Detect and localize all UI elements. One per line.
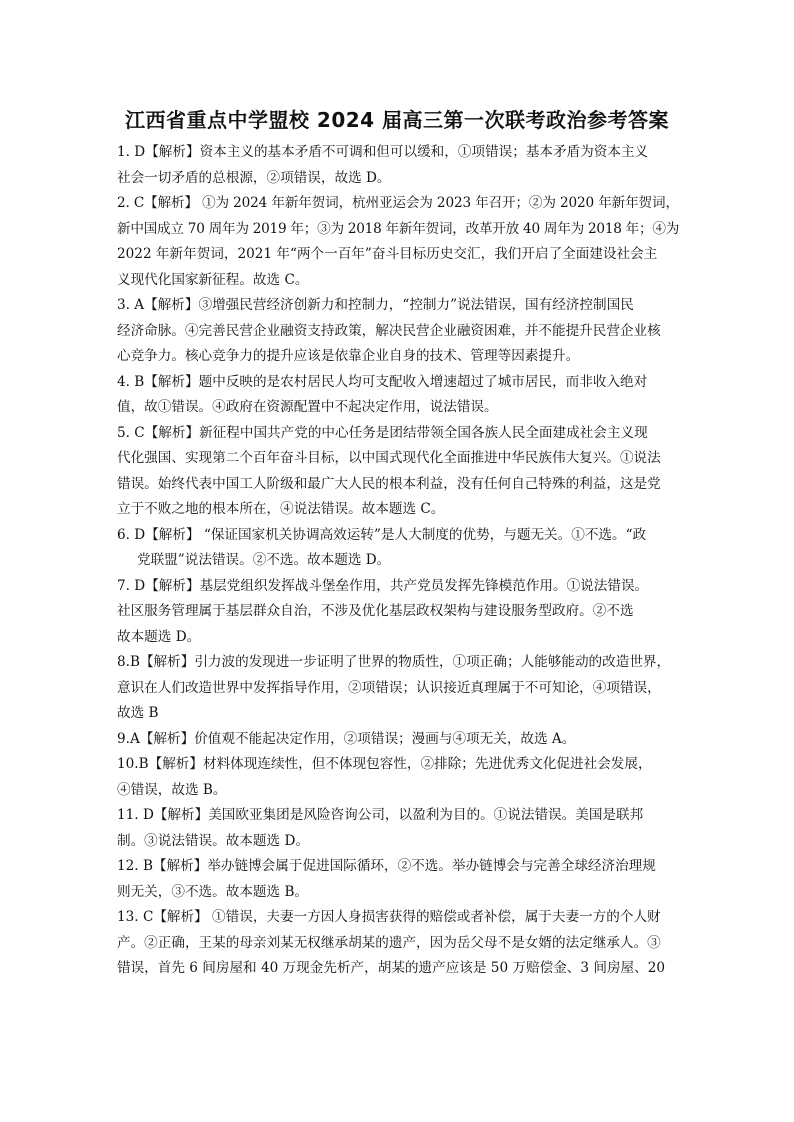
answer-line: 错误。始终代表中国工人阶级和最广大人民的根本利益，没有任何自己特殊的利益，这是党 [117, 475, 661, 492]
answer-item-12 [117, 854, 682, 905]
answer-line: 代化强国、实现第二个百年奋斗目标，以中国式现代化全面推进中华民族伟大复兴。①说法 [117, 450, 661, 466]
answer-line: 心竞争力。核心竞争力的提升应该是依靠企业自身的技术、管理等因素提升。 [117, 348, 580, 364]
answer-line: 7. D【解析】基层党组织发挥战斗堡垒作用，共产党员发挥先锋模范作用。①说法错误。 [117, 577, 649, 594]
answer-line: 2022 年新年贺词，2021 年“两个一百年”奋斗目标历史交汇，我们开启了全面建设社会主 [117, 246, 658, 262]
answer-line: 3. A【解析】③增强民营经济创新力和控制力，“控制力”说法错误，国有经济控制国民 [117, 297, 634, 313]
answer-item-7 [117, 574, 682, 651]
answer-line: 6. D【解析】 “保证国家机关协调高效运转”是人大制度的优势，与题无关。①不选。“政 [117, 526, 647, 543]
answer-line: 11. D【解析】美国欧亚集团是风险咨询公司，以盈利为目的。①说法错误。美国是联邦 [117, 807, 644, 823]
answer-line: 13. C【解析】 ①错误，夫妻一方因人身损害获得的赔偿或者补偿，属于夫妻一方的个人财 [117, 909, 661, 925]
answer-line: 立于不败之地的根本所在，④说法错误。故本题选 C。 [117, 501, 445, 517]
answer-item-2 [117, 191, 682, 293]
answer-line: 制。③说法错误。故本题选 D。 [117, 832, 309, 849]
answer-item-3 [117, 293, 682, 370]
answer-item-1 [117, 140, 682, 191]
answer-line: 产。②正确，王某的母亲刘某无权继承胡某的遗产，因为岳父母不是女婿的法定继承人。③ [117, 934, 661, 951]
answer-item-13 [117, 905, 682, 982]
answer-line: 9.A【解析】价值观不能起决定作用，②项错误；漫画与④项无关，故选 A。 [117, 730, 576, 747]
answer-line: 社区服务管理属于基层群众自治，不涉及优化基层政权架构与建设服务型政府。②不选 [117, 603, 634, 619]
answer-line: 2. C【解析】 ①为 2024 年新年贺词，杭州亚运会为 2023 年召开；②为 2020 年新年贺词， [117, 195, 679, 211]
answer-line: 新中国成立 70 周年为 2019 年；③为 2018 年新年贺词，改革开放 40 周年为 2018 年；④为 [117, 220, 680, 237]
answer-line: 值，故①错误。④政府在资源配置中不起决定作用，说法错误。 [117, 399, 498, 415]
answer-line: 故本题选 D。 [117, 628, 201, 645]
answer-line: 则无关，③不选。故本题选 B。 [117, 883, 309, 900]
answer-line: 10.B【解析】材料体现连续性，但不体现包容性，②排除；先进优秀文化促进社会发展， [117, 756, 652, 772]
answer-item-5 [117, 421, 682, 523]
answer-line: 错误，首先 6 间房屋和 40 万现金先析产，胡某的遗产应该是 50 万赔偿金、3 间房屋、20 [117, 960, 666, 976]
answer-item-9 [117, 727, 682, 753]
answer-line: 1. D【解析】资本主义的基本矛盾不可调和但可以缓和，①项错误；基本矛盾为资本主义 [117, 144, 649, 160]
answer-line: 义现代化国家新征程。故选 C。 [117, 271, 309, 288]
page-title: 江西省重点中学盟校 2024 届高三第一次联考政治参考答案 [124, 108, 670, 132]
answer-line: 12. B【解析】举办链博会属于促进国际循环，②不选。举办链博会与完善全球经济治理规 [117, 858, 656, 874]
answer-line: 意识在人们改造世界中发挥指导作用，②项错误；认识接近真理属于不可知论，④项错误， [117, 679, 661, 696]
answer-list [117, 140, 682, 982]
answer-item-10 [117, 752, 682, 803]
answer-item-6 [117, 523, 682, 574]
answer-line: ④错误，故选 B。 [117, 781, 227, 798]
answer-line: 社会一切矛盾的总根源，②项错误，故选 D。 [117, 169, 391, 186]
answer-line: 4. B【解析】题中反映的是农村居民人均可支配收入增速超过了城市居民，而非收入绝对 [117, 373, 648, 390]
answer-item-11 [117, 803, 682, 854]
answer-line: 5. C【解析】新征程中国共产党的中心任务是团结带领全国各族人民全面建成社会主义现 [117, 424, 648, 441]
answer-item-4 [117, 370, 682, 421]
answer-item-8 [117, 650, 682, 727]
answer-line: 故选 B [117, 705, 159, 721]
answer-line: 党联盟”说法错误。②不选。故本题选 D。 [137, 552, 391, 568]
answer-line: 8.B【解析】引力波的发现进一步证明了世界的物质性，①项正确；人能够能动的改造世界， [117, 654, 671, 670]
answer-line: 经济命脉。④完善民营企业融资支持政策，解决民营企业融资困难，并不能提升民营企业核 [117, 322, 661, 339]
